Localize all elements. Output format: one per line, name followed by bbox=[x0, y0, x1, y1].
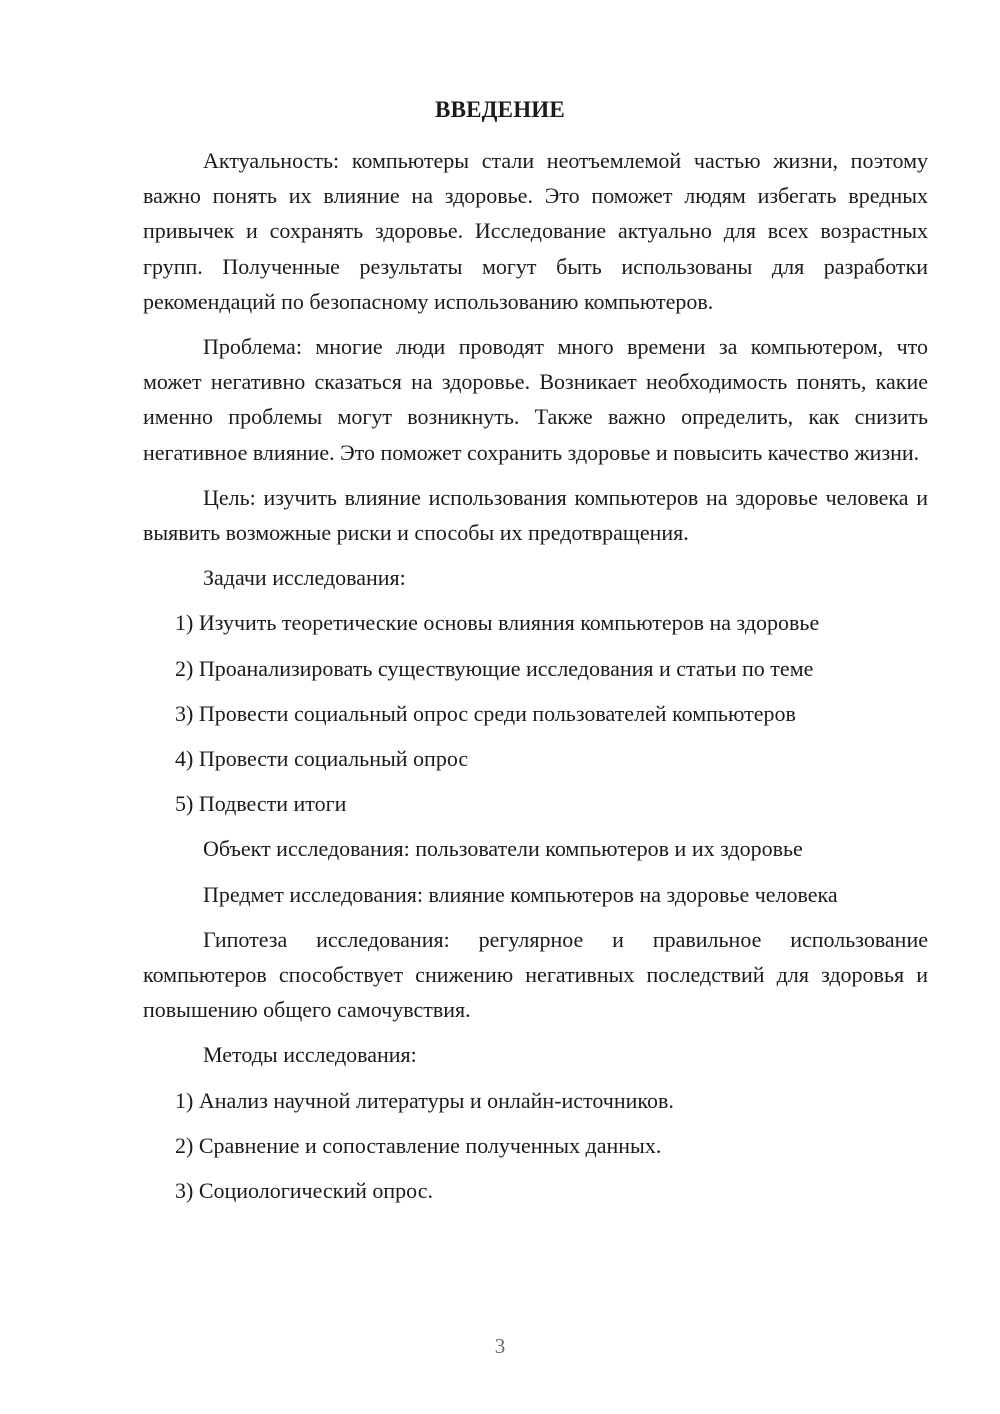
object-line: Объект исследования: пользователи компьютеров и их здоровье bbox=[203, 836, 803, 862]
task-item: 4) Провести социальный опрос bbox=[175, 746, 469, 772]
section-heading: ВВЕДЕНИЕ bbox=[435, 97, 565, 122]
goal-paragraph: Цель: изучить влияние использования компьютеров на здоровье человека и выявить возможные риски и способы их предотвращения. bbox=[143, 484, 928, 546]
hypothesis-paragraph: Гипотеза исследования: регулярное и правильное использование компьютеров способствует снижению негативных последствий для здоровья и повышению общего самочувствия. bbox=[143, 926, 928, 1023]
task-item: 5) Подвести итоги bbox=[175, 791, 347, 817]
subject-line: Предмет исследования: влияние компьютеров на здоровье человека bbox=[203, 881, 838, 907]
page-number: 3 bbox=[494, 1334, 506, 1358]
task-item: 1) Изучить теоретические основы влияния компьютеров на здоровье bbox=[175, 610, 820, 636]
methods-title: Методы исследования: bbox=[203, 1042, 417, 1068]
method-item: 2) Сравнение и сопоставление полученных данных. bbox=[175, 1132, 662, 1158]
task-item: 3) Провести социальный опрос среди пользователей компьютеров bbox=[175, 700, 796, 726]
tasks-list bbox=[143, 605, 928, 821]
task-item: 2) Проанализировать существующие исследования и статьи по теме bbox=[175, 655, 814, 681]
problem-paragraph: Проблема: многие люди проводят много времени за компьютером, что может негативно сказаться на здоровье. Возникает необходимость понять, какие именно проблемы могут возникнуть. Также важно определить, как снизить негативное влияние. Это поможет сохранить здоровье и повысить качество жизни. bbox=[143, 334, 928, 465]
document-body bbox=[143, 143, 928, 1208]
relevance-paragraph: Актуальность: компьютеры стали неотъемлемой частью жизни, поэтому важно понять их влияние на здоровье. Это поможет людям избегать вредных привычек и сохранять здоровье. Исследование актуально для всех возрастных групп. Полученные результаты могут быть использованы для разработки рекомендаций по безопасному использованию компьютеров. bbox=[143, 148, 928, 314]
tasks-title: Задачи исследования: bbox=[203, 565, 406, 591]
method-item: 1) Анализ научной литературы и онлайн-источников. bbox=[175, 1087, 674, 1113]
method-item: 3) Социологический опрос. bbox=[175, 1178, 433, 1204]
methods-list bbox=[143, 1083, 928, 1209]
